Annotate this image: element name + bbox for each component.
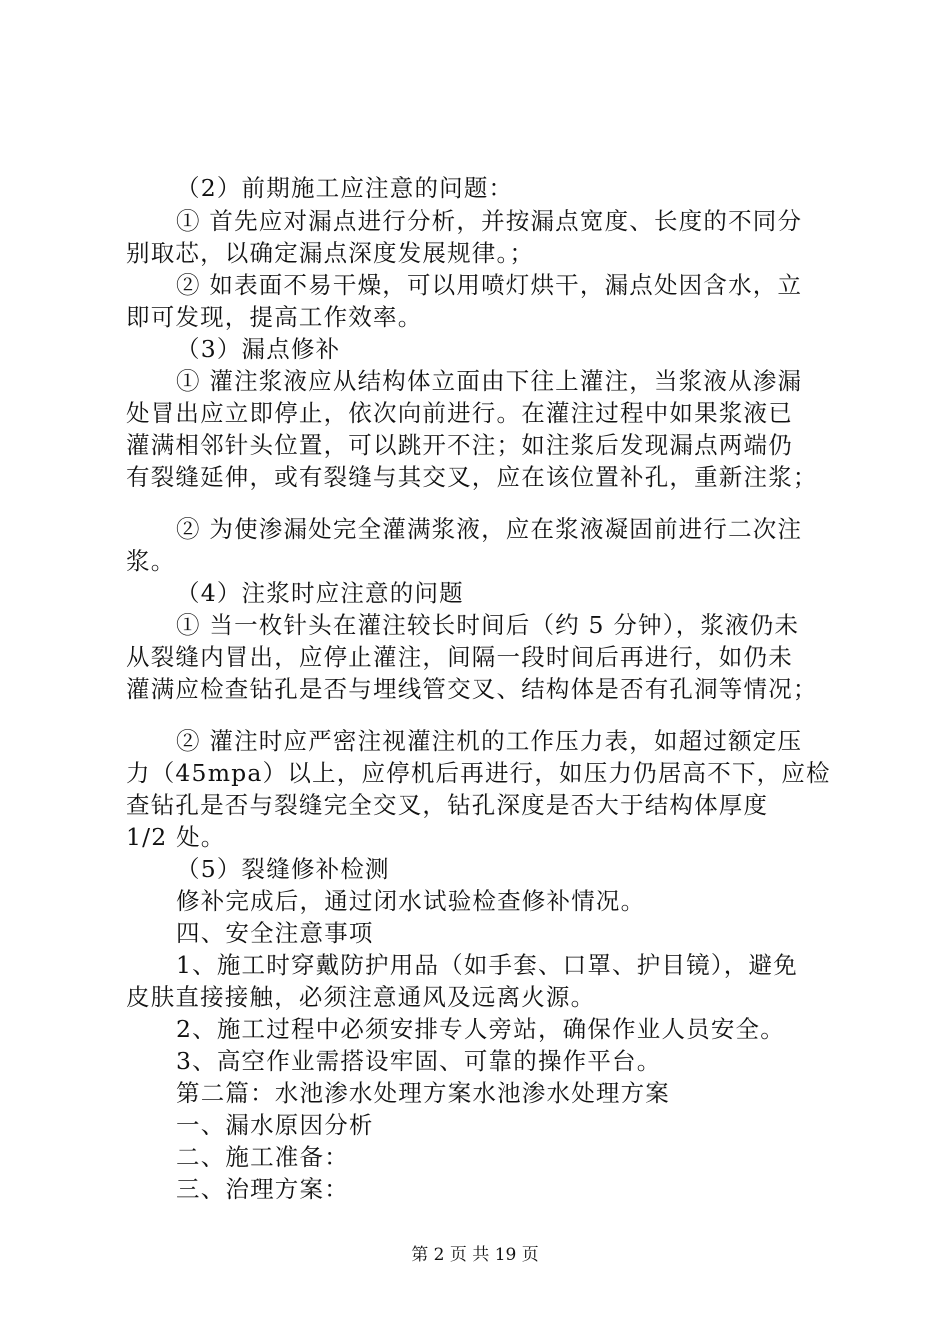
text-line: 力（45mpa）以上，应停机后再进行，如压力仍居高不下，应检 xyxy=(126,759,831,787)
text-line: 有裂缝延伸，或有裂缝与其交叉，应在该位置补孔，重新注浆； xyxy=(126,463,818,491)
text-line: ② 如表面不易干燥，可以用喷灯烘干，漏点处因含水，立 xyxy=(176,271,803,299)
section-heading: （5）裂缝修补检测 xyxy=(176,855,390,883)
text-line: 修补完成后，通过闭水试验检查修补情况。 xyxy=(176,887,646,915)
text-line: 别取芯，以确定漏点深度发展规律。； xyxy=(126,239,535,267)
text-line: 2、施工过程中必须安排专人旁站，确保作业人员安全。 xyxy=(176,1015,785,1043)
text-line: 灌满相邻针头位置，可以跳开不注；如注浆后发现漏点两端仍 xyxy=(126,431,793,459)
text-line: 3、高空作业需搭设牢固、可靠的操作平台。 xyxy=(176,1047,662,1075)
text-line: （2）前期施工应注意的问题： xyxy=(176,174,514,202)
section-heading: 四、安全注意事项 xyxy=(176,919,374,947)
text-line: ② 为使渗漏处完全灌满浆液，应在浆液凝固前进行二次注 xyxy=(176,515,803,543)
text-line: 处冒出应立即停止，依次向前进行。在灌注过程中如果浆液已 xyxy=(126,399,793,427)
text-line: ① 首先应对漏点进行分析，并按漏点宽度、长度的不同分 xyxy=(176,207,803,235)
text-line: 1、施工时穿戴防护用品（如手套、口罩、护目镜），避免 xyxy=(176,951,798,979)
text-line: 从裂缝内冒出，应停止灌注，间隔一段时间后再进行，如仍未 xyxy=(126,643,793,671)
section-heading: （4）注浆时应注意的问题 xyxy=(176,579,464,607)
chapter-heading: 第二篇：水池渗水处理方案水池渗水处理方案 xyxy=(176,1079,670,1107)
text-line: 1/2 处。 xyxy=(126,823,226,851)
text-line: 皮肤直接接触，必须注意通风及远离火源。 xyxy=(126,983,596,1011)
text-line: 查钻孔是否与裂缝完全交叉，钻孔深度是否大于结构体厚度 xyxy=(126,791,769,819)
text-line: ① 灌注浆液应从结构体立面由下往上灌注，当浆液从渗漏 xyxy=(176,367,803,395)
text-line: ① 当一枚针头在灌注较长时间后（约 5 分钟），浆液仍未 xyxy=(176,611,800,639)
section-heading: 一、漏水原因分析 xyxy=(176,1111,374,1139)
text-line: 浆。 xyxy=(126,547,176,575)
text-line: ② 灌注时应严密注视灌注机的工作压力表，如超过额定压 xyxy=(176,727,803,755)
section-heading: 三、治理方案： xyxy=(176,1175,349,1203)
text-line: 灌满应检查钻孔是否与埋线管交叉、结构体是否有孔洞等情况； xyxy=(126,675,818,703)
page-number-footer: 第 2 页 共 19 页 xyxy=(411,1245,539,1265)
section-heading: （3）漏点修补 xyxy=(176,335,341,363)
section-heading: 二、施工准备： xyxy=(176,1143,349,1171)
text-line: 即可发现，提高工作效率。 xyxy=(126,303,423,331)
